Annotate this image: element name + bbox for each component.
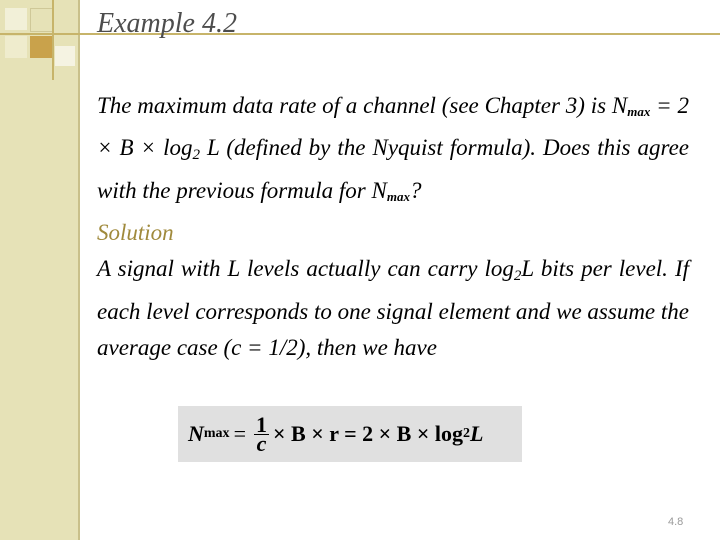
formula-text: × B × r = 2 × B × log [272,421,463,446]
left-decorative-bar [0,0,78,540]
problem-text-part: The maximum data rate of a channel (see Chapter 3) is N [97,93,628,118]
formula [188,412,483,456]
formula-subscript-max: max [203,426,230,441]
slide-body [97,88,689,366]
problem-text-part: L (defined by the Nyquist formula). Does this agree with the previous formula for N [97,135,689,203]
solution-text-part: L bits per level. If each level corresponds to one signal element and we assume the average case (c = 1/2), then we have [97,256,689,360]
subscript-2: 2 [513,268,522,284]
fraction-numerator: 1 [255,411,267,437]
subscript-max: max [627,104,651,119]
solution-text [97,251,689,366]
decorative-square [30,8,54,32]
fraction-denominator: c [256,430,267,456]
decorative-square [5,8,27,30]
decorative-square [5,36,27,58]
formula-subscript-2: 2 [463,426,470,441]
formula-box [178,406,522,462]
formula-text: L [470,421,484,446]
subscript-max: max [386,189,410,204]
solution-text-part: A signal with L levels actually can carry log [97,256,514,281]
page-number: 4.8 [668,516,684,528]
slide-title: Example 4.2 [97,8,237,39]
subscript-2: 2 [192,147,200,163]
problem-text-part: = 2 × B × log [97,93,689,160]
decorative-vertical-line [52,0,54,80]
problem-text [97,88,689,215]
decorative-square [55,46,75,66]
formula-equals: = [233,421,246,446]
solution-label: Solution [97,220,174,245]
formula-fraction [254,411,269,456]
problem-text-part: ? [409,178,422,203]
formula-var-n: N [188,421,204,446]
decorative-square [30,36,52,58]
left-bar-edge [78,0,80,540]
